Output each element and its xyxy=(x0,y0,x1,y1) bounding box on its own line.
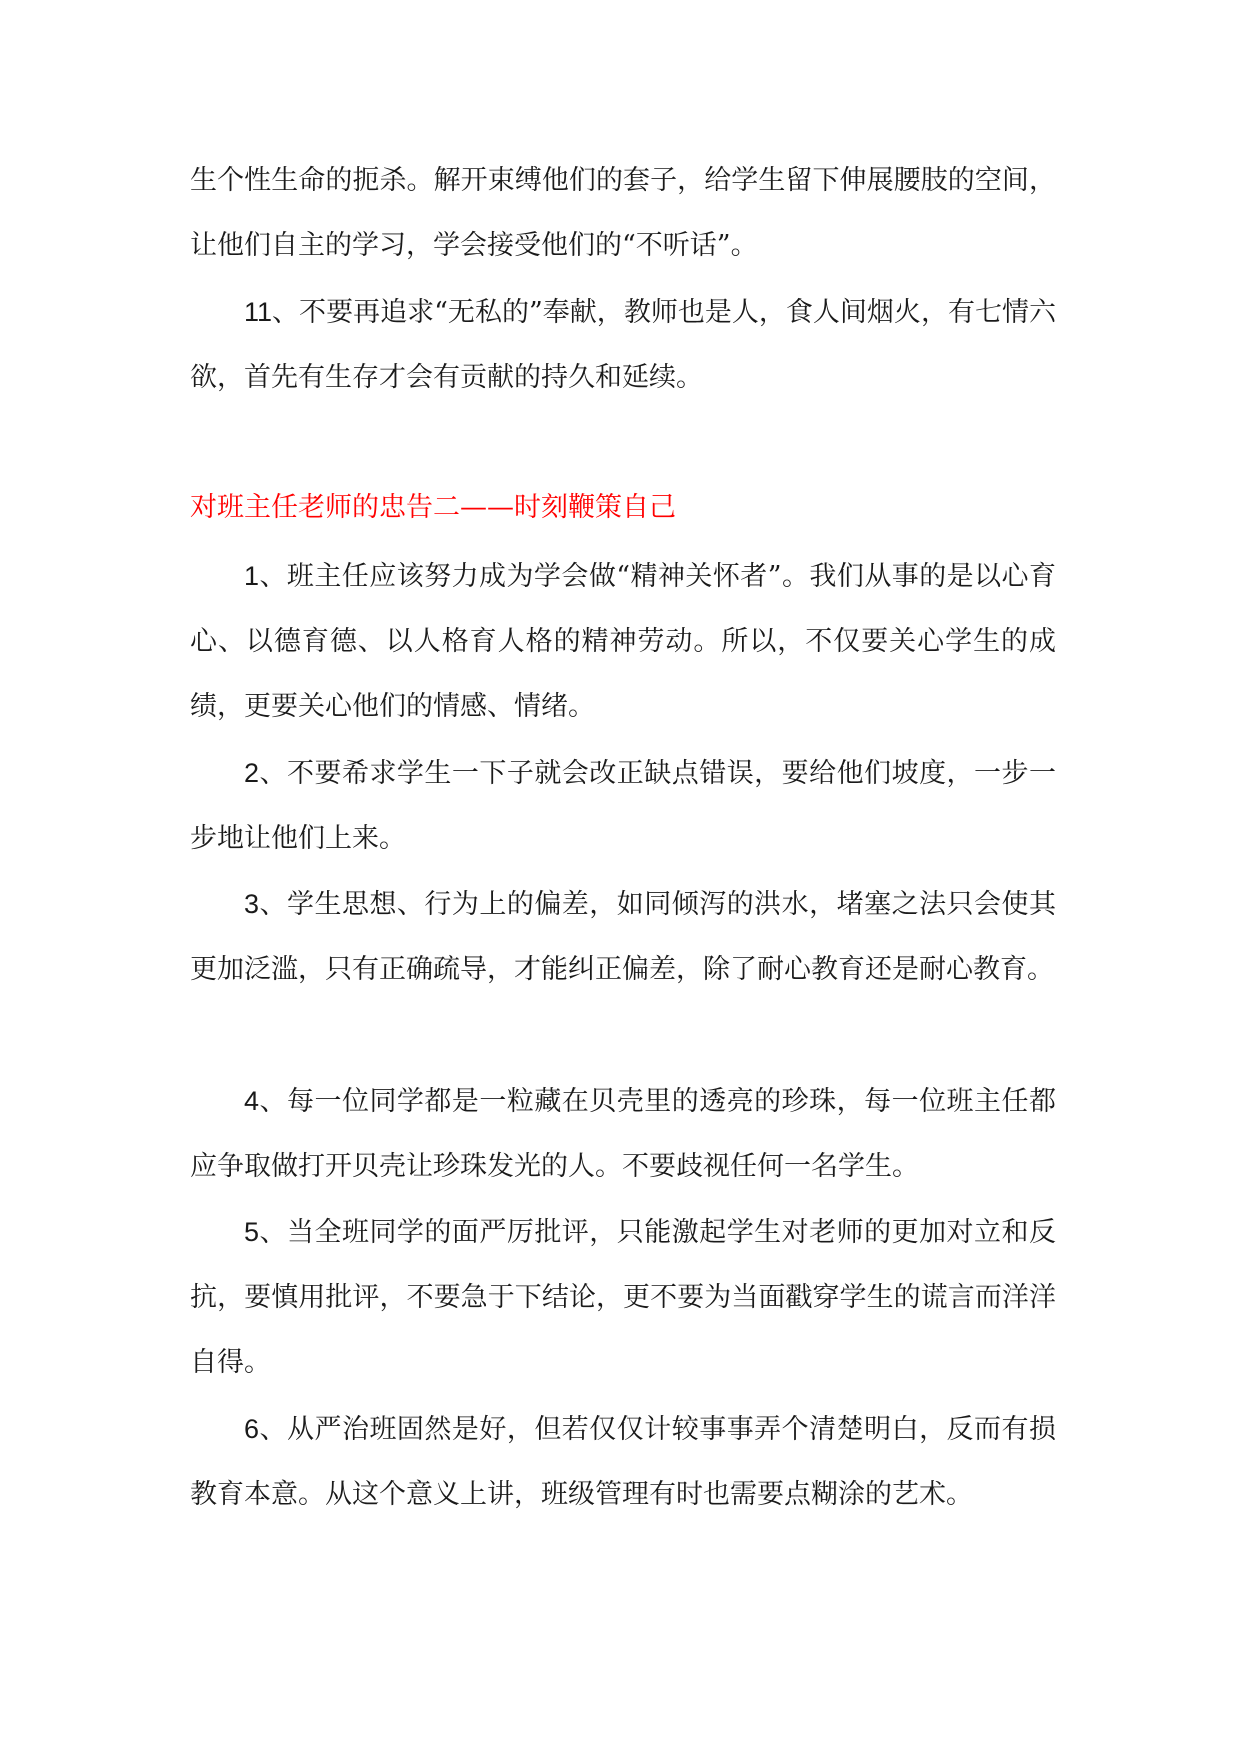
item-text: 、当全班同学的面严厉批评，只能激起学生对老师的更加对立和反抗，要慎用批评，不要急于下结论，更不要为当面戳穿学生的谎言而洋洋自得。 xyxy=(190,1217,1056,1378)
paragraph-text: 、不要再追求“无私的”奉献，教师也是人，食人间烟火，有七情六欲，首先有生存才会有贡献的持久和延续。 xyxy=(190,297,1056,393)
item-number: 6 xyxy=(244,1414,260,1444)
item-text: 、班主任应该努力成为学会做“精神关怀者”。我们从事的是以心育心、以德育德、以人格育人格的精神劳动。所以，不仅要关心学生的成绩，更要关心他们的情感、情绪。 xyxy=(190,561,1056,722)
section-heading: 对班主任老师的忠告二——时刻鞭策自己 xyxy=(190,492,676,523)
item-text: 、不要希求学生一下子就会改正缺点错误，要给他们坡度，一步一步地让他们上来。 xyxy=(190,758,1056,854)
item-number: 5 xyxy=(244,1217,260,1247)
list-item-4 xyxy=(190,1069,1056,1199)
list-item-6 xyxy=(190,1397,1056,1527)
list-item-2 xyxy=(190,741,1056,871)
item-number: 11 xyxy=(244,297,273,327)
list-item-1 xyxy=(190,544,1056,739)
list-item-3 xyxy=(190,872,1056,1002)
item-text: 、每一位同学都是一粒藏在贝壳里的透亮的珍珠，每一位班主任都应争取做打开贝壳让珍珠发光的人。不要歧视任何一名学生。 xyxy=(190,1086,1056,1182)
item-number: 1 xyxy=(244,561,260,591)
paragraph-11 xyxy=(190,280,1056,410)
list-item-5 xyxy=(190,1200,1056,1395)
item-number: 3 xyxy=(244,889,260,919)
item-number: 2 xyxy=(244,758,260,788)
paragraph-text: 生个性生命的扼杀。解开束缚他们的套子，给学生留下伸展腰肢的空间，让他们自主的学习，学会接受他们的“不听话”。 xyxy=(190,165,1056,261)
item-text: 、从严治班固然是好，但若仅仅计较事事弄个清楚明白，反而有损教育本意。从这个意义上讲，班级管理有时也需要点糊涂的艺术。 xyxy=(190,1414,1056,1510)
item-text: 、学生思想、行为上的偏差，如同倾泻的洪水，堵塞之法只会使其更加泛滥，只有正确疏导，才能纠正偏差，除了耐心教育还是耐心教育。 xyxy=(190,889,1056,985)
item-number: 4 xyxy=(244,1086,260,1116)
paragraph-continued xyxy=(190,148,1056,278)
